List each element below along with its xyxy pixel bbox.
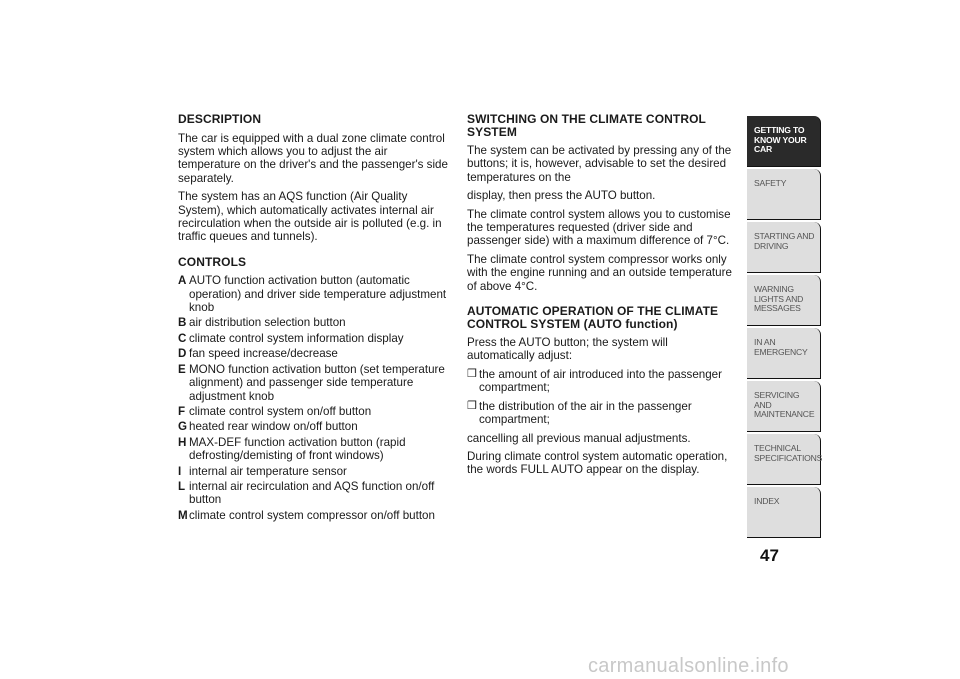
section-tabs [747,116,821,540]
tab-starting-and-driving[interactable] [747,222,821,273]
control-text: climate control system information display [189,331,404,345]
description-heading: DESCRIPTION [178,112,262,126]
switching-on-heading: SWITCHING ON THE CLIMATE CONTROL SYSTEM [467,112,706,139]
control-text: air distribution selection button [189,316,346,330]
control-item-e [178,363,450,403]
control-text: AUTO function activation button (automatic operation) and driver side temperature adjustment knob [189,274,447,315]
control-item-c [178,332,450,345]
control-item-d [178,347,450,360]
tab-index[interactable] [747,487,821,538]
tab-technical-specifications[interactable] [747,434,821,485]
tab-warning-lights[interactable] [747,275,821,326]
control-key: A [178,274,187,288]
checkbox-bullet-icon: ❒ [467,399,477,412]
control-item-g [178,420,450,433]
control-key: F [178,404,186,418]
bullet-text: the amount of air introduced into the passenger compartment; [479,367,722,395]
tab-getting-to-know-your-car[interactable] [747,116,821,167]
tab-label: GETTING TO KNOW YOUR CAR [754,125,807,154]
control-item-m [178,509,450,522]
control-key: C [178,331,187,345]
page-number: 47 [760,546,779,565]
control-text: internal air temperature sensor [189,464,347,478]
tab-label: STARTING AND DRIVING [754,231,815,251]
control-text: MAX-DEF function activation button (rapid defrosting/demisting of front windows) [189,435,406,463]
switching-paragraph-1: The system can be activated by pressing any of the buttons; it is, however, advisable to set the desired temperatures on the [467,144,732,184]
tab-label: WARNING LIGHTS AND MESSAGES [754,284,804,313]
bullet-text: the distribution of the air in the passenger compartment; [479,399,692,427]
tab-label: IN AN EMERGENCY [754,337,808,357]
auto-paragraph-2: cancelling all previous manual adjustments. [467,431,691,445]
control-key: B [178,316,187,330]
tab-label: SAFETY [754,178,787,188]
right-column [467,113,737,482]
control-item-l [178,480,450,507]
tab-label: TECHNICAL SPECIFICATIONS [754,443,823,463]
control-key: H [178,435,187,449]
control-text: climate control system compressor on/off button [189,508,435,522]
control-text: heated rear window on/off button [189,420,358,434]
control-key: L [178,479,186,493]
tab-label: INDEX [754,496,780,506]
left-column [178,113,450,524]
tab-servicing-and-maintenance[interactable] [747,381,821,432]
control-item-f [178,405,450,418]
control-key: I [178,464,182,478]
tab-in-an-emergency[interactable] [747,328,821,379]
auto-paragraph-3: During climate control system automatic operation, the words FULL AUTO appear on the display. [467,449,728,477]
tab-safety[interactable] [747,169,821,220]
control-text: fan speed increase/decrease [189,347,338,361]
checkbox-bullet-icon: ❒ [467,367,477,380]
controls-list [178,274,450,522]
control-text: internal air recirculation and AQS function on/off button [189,479,435,507]
bullet-item-air-amount [467,368,737,395]
control-key: D [178,347,187,361]
switching-paragraph-3: The climate control system allows you to customise the temperatures requested (driver side and passenger side) with a maximum difference of 7°C. [467,207,731,248]
controls-heading: CONTROLS [178,254,247,269]
switching-paragraph-2: display, then press the AUTO button. [467,189,656,203]
watermark: carmanualsonline.info [588,655,789,677]
aqs-paragraph: The system has an AQS function (Air Quality System), which automatically activates internal air recirculation when the outside air is polluted (e.g. in traffic queues and tunnels). [178,190,442,244]
auto-paragraph-1: Press the AUTO button; the system will automatically adjust: [467,336,668,363]
control-item-a [178,274,450,314]
control-key: E [178,362,186,376]
auto-operation-heading: AUTOMATIC OPERATION OF THE CLIMATE CONTROL SYSTEM (AUTO function) [467,304,719,331]
switching-paragraph-4: The climate control system compressor works only with the engine running and an outside temperature of above 4°C. [467,252,732,293]
control-text: climate control system on/off button [189,404,372,418]
control-item-i [178,465,450,478]
tab-label: SERVICING AND MAINTENANCE [754,390,815,419]
control-text: MONO function activation button (set temperature alignment) and passenger side temperature adjustment knob [189,362,445,403]
bullet-item-air-distribution [467,400,737,427]
control-key: G [178,420,188,434]
description-paragraph: The car is equipped with a dual zone climate control system which allows you to adjust the air temperature on the driver's and the passenger's side separately. [178,131,448,185]
control-item-b [178,316,450,329]
control-key: M [178,508,188,522]
control-item-h [178,436,450,463]
